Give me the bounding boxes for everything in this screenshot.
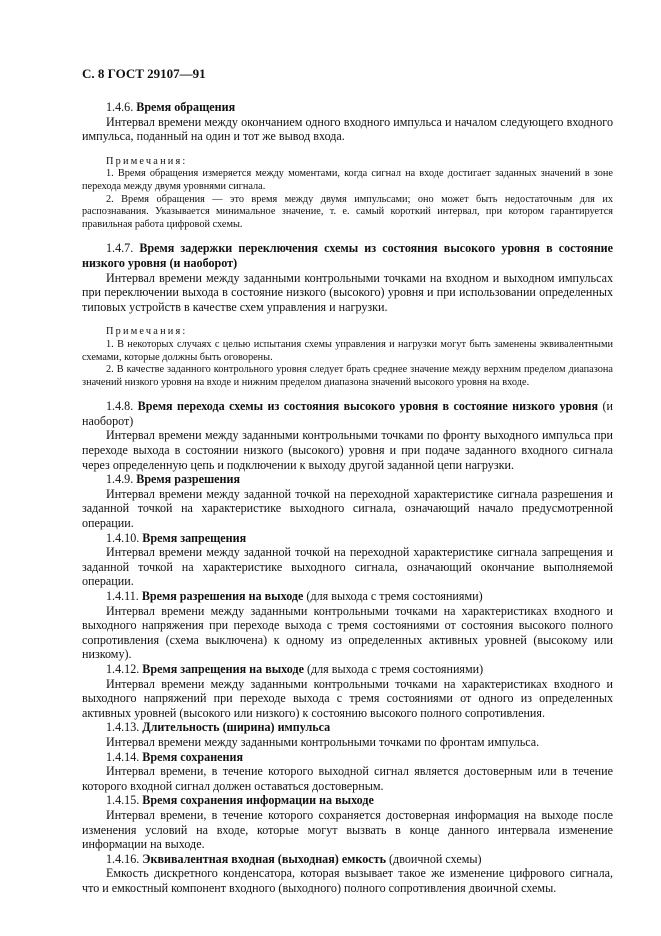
note-item: 1. В некоторых случаях с целью испытания схемы управления и нагрузки могут быть заменены эквивалентными схемами, которые должны быть оговорены. bbox=[82, 338, 613, 363]
section-number: 1.4.7. bbox=[106, 241, 134, 256]
section-1-4-16-body: Емкость дискретного конденсатора, которая вызывает такое же изменение цифрового сигнала, что и емкостный компонент входного (выходного) полного сопротивления двоичной схемы. bbox=[82, 866, 613, 895]
section-title: Эквивалентная входная (выходная) емкость bbox=[142, 851, 386, 866]
section-title: Время сохранения bbox=[142, 749, 244, 764]
section-title: Время запрещения bbox=[142, 530, 247, 545]
section-1-4-9-body: Интервал времени между заданной точкой на переходной характеристике сигнала разрешения и заданной точкой на характеристике выходного сигнала, означающий начало предусмотренной операции. bbox=[82, 486, 613, 531]
section-1-4-9-heading bbox=[82, 472, 613, 487]
section-title: Время обращения bbox=[136, 100, 236, 114]
section-qualifier: (для выхода с тремя состояниями) bbox=[303, 589, 483, 603]
section-1-4-13-heading bbox=[82, 720, 613, 735]
section-1-4-13-body: Интервал времени между заданными контрольными точками по фронтам импульса. bbox=[106, 734, 540, 749]
section-title: Время сохранения информации на выходе bbox=[142, 793, 374, 808]
section-1-4-8-heading bbox=[82, 399, 613, 428]
section-1-4-11-body: Интервал времени между заданными контрольными точками на характеристиках входного и выходного напряжения при переходе выхода с тремя состояниями от состояния высокого полного сопротивления (схема выключена) к одному из определенных активных уровней (высокому или низкому). bbox=[82, 603, 613, 662]
section-1-4-7-heading bbox=[82, 241, 613, 270]
section-1-4-11-heading bbox=[82, 589, 613, 604]
section-title: Время перехода схемы из состояния высокого уровня в состояние низкого уровня bbox=[137, 399, 599, 414]
section-number: 1.4.16. bbox=[106, 851, 140, 866]
section-1-4-8-body: Интервал времени между заданными контрольными точками по фронту выходного импульса при переходе выхода в состоянии низкого (высокого) уровня и при подаче заданного входного сигнала через определенную цепь и подключении к выходу другой заданной цепи нагрузки. bbox=[82, 428, 613, 472]
note-item: 2. В качестве заданного контрольного уровня следует брать среднее значение между верхним пределом диапазона значений низкого уровня на входе и нижним пределом диапазона значений высокого уровня на входе. bbox=[82, 364, 613, 388]
section-number: 1.4.15. bbox=[106, 793, 140, 808]
section-1-4-12-body: Интервал времени между заданными контрольными точками на характеристиках входного и выходного напряжений при переходе выхода с тремя состояниями от одного из определенных активных уровней (высокого или низкого) к состоянию высокого полного сопротивления. bbox=[82, 676, 613, 720]
section-title: Время разрешения bbox=[136, 472, 240, 487]
section-1-4-10-body: Интервал времени между заданной точкой на переходной характеристике сигнала запрещения и заданной точкой на характеристике выходного сигнала, означающий окончание выполняемой операции. bbox=[82, 545, 613, 589]
section-qualifier: (и наоборот) bbox=[82, 399, 613, 428]
section-number: 1.4.14. bbox=[106, 749, 140, 764]
section-1-4-10-heading bbox=[82, 531, 613, 546]
section-number: 1.4.13. bbox=[106, 720, 140, 735]
section-qualifier: (для выхода с тремя состояниями) bbox=[303, 661, 484, 676]
section-1-4-15-heading bbox=[82, 793, 613, 808]
section-number: 1.4.9. bbox=[106, 472, 134, 487]
section-title: Время запрещения на выходе bbox=[142, 661, 304, 676]
section-1-4-14-body: Интервал времени, в течение которого выходной сигнал является достоверным или в течение которого входной сигнал должен оставаться достоверным. bbox=[82, 764, 613, 793]
notes-heading: Примечания: bbox=[106, 155, 188, 167]
section-1-4-16-heading bbox=[82, 852, 613, 867]
section-1-4-6-heading bbox=[82, 100, 613, 115]
section-1-4-6-body: Интервал времени между окончанием одного входного импульса и началом следующего входного импульса, поданный на один и тот же вывод входа. bbox=[82, 114, 613, 144]
section-1-4-15-body: Интервал времени, в течение которого сохраняется достоверная информация на выходе после изменения условий на входе, которые могут вызвать в конце данного интервала изменение информации на выходе. bbox=[82, 807, 613, 852]
section-1-4-14-heading bbox=[82, 750, 613, 765]
section-number: 1.4.12. bbox=[106, 661, 140, 676]
note-item: 1. Время обращения измеряется между моментами, когда сигнал на входе достигает заданных значений в зоне перехода между двумя уровнями сигнала. bbox=[82, 168, 613, 192]
section-title: Длительность (ширина) импульса bbox=[142, 720, 331, 735]
section-title: Время разрешения на выходе bbox=[141, 589, 304, 603]
note-item: 2. Время обращения — это время между двумя импульсами; оно может быть недостаточным для их распознавания. Указывается минимальное значение, т. е. самый короткий интервал, при котором гарантируется правильная работа цифровой схемы. bbox=[82, 193, 613, 230]
section-1-4-7-body: Интервал времени между заданными контрольными точками на входном и выходном импульсах при переключении выхода в состояние низкого (высокого) уровня и при использовании определенных типовых устройств в качестве схем управления и нагрузки. bbox=[82, 270, 613, 314]
section-1-4-12-heading bbox=[82, 662, 613, 677]
section-number: 1.4.6. bbox=[106, 100, 134, 114]
section-qualifier: (двоичной схемы) bbox=[385, 851, 482, 866]
notes-heading: Примечания: bbox=[106, 326, 188, 338]
section-title: Время задержки переключения схемы из состояния высокого уровня в состояние низкого уровня (и наоборот) bbox=[82, 241, 613, 270]
page-header: С. 8 ГОСТ 29107—91 bbox=[82, 66, 206, 81]
section-number: 1.4.8. bbox=[106, 399, 134, 414]
section-number: 1.4.11. bbox=[106, 589, 139, 603]
section-number: 1.4.10. bbox=[106, 530, 140, 545]
